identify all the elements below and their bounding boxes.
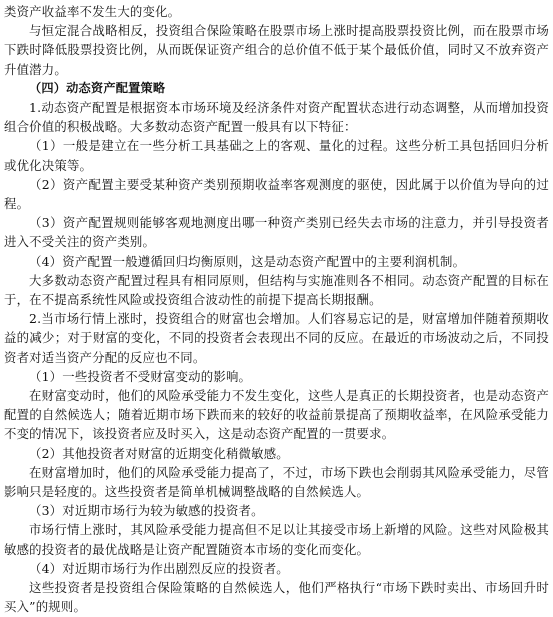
- paragraph-4: （1）一般是建立在一些分析工具基础之上的客观、量化的过程。这些分析工具包括回归分析或优化决策等。: [4, 138, 549, 173]
- paragraph-14: （3）对近期市场行为较为敏感的投资者。: [29, 503, 264, 519]
- paragraph-10: （1）一些投资者不受财富变动的影响。: [29, 368, 252, 384]
- paragraph-13: 在财富增加时，他们的风险承受能力提高了，不过，市场下跌也会削弱其风险承受能力，尽管影响只是轻度的。这些投资者是简单机械调整战略的自然候选人。: [4, 464, 549, 500]
- paragraph-15: 市场行情上涨时，其风险承受能力提高但不足以让其接受市场上新增的风险。这些对风险极其敏感的投资者的最优战略是让资产配置随资本市场的变化而变化。: [4, 522, 549, 557]
- paragraph-7: （4）资产配置一般遵循回归均衡原则，这是动态资产配置中的主要利润机制。: [29, 253, 466, 269]
- paragraph-17: 这些投资者是投资组合保险策略的自然候选人，他们严格执行“市场下跌时卖出、市场回升时买入”的规则。: [4, 580, 549, 615]
- paragraph-5: （2）资产配置主要受某种资产类别预期收益率客观测度的驱使，因此属于以价值为导向的过程。: [4, 176, 549, 212]
- paragraph-11: 在财富变动时，他们的风险承受能力不发生变化，这些人是真正的长期投资者，也是动态资产配置的自然候选人；随着近期市场下跌而来的较好的收益前景提高了预期收益率，在风险承受能力不变的情况下，该投资者应及时买入，这是动态资产配置的一贯要求。: [4, 388, 549, 442]
- paragraph-8: 大多数动态资产配置过程具有相同原则，但结构与实施准则各不相同。动态资产配置的目标在于，在不提高系统性风险或投资组合波动性的前提下提高长期报酬。: [4, 272, 549, 308]
- paragraph-9: 2.当市场行情上涨时，投资组合的财富也会增加。人们容易忘记的是，财富增加伴随着预期收益的减少；对于财富的变化，不同的投资者会表现出不同的反应。在最近的市场波动之后，不同投资者对适当资产分配的反应也不同。: [4, 311, 549, 365]
- paragraph-3: 1.动态资产配置是根据资本市场环境及经济条件对资产配置状态进行动态调整，从而增加投资组合价值的积极战略。大多数动态资产配置一般具有以下特征：: [4, 100, 549, 135]
- paragraph-0: 类资产收益率不发生大的变化。: [4, 4, 181, 19]
- section-heading: （四）动态资产配置策略: [29, 80, 166, 95]
- paragraph-12: （2）其他投资者对财富的近期变化稍微敏感。: [29, 445, 289, 461]
- paragraph-16: （4）对近期市场行为作出剧烈反应的投资者。: [29, 560, 289, 576]
- paragraph-6: （3）资产配置规则能够客观地测度出哪一种资产类别已经失去市场的注意力，并引导投资者进入不受关注的资产类别。: [4, 215, 549, 250]
- paragraph-1: 与恒定混合战略相反，投资组合保险策略在股票市场上涨时提高股票投资比例，而在股票市场下跌时降低股票投资比例，从而既保证资产组合的总价值不低于某个最低价值，同时又不放弃资产升值潜力。: [4, 23, 549, 77]
